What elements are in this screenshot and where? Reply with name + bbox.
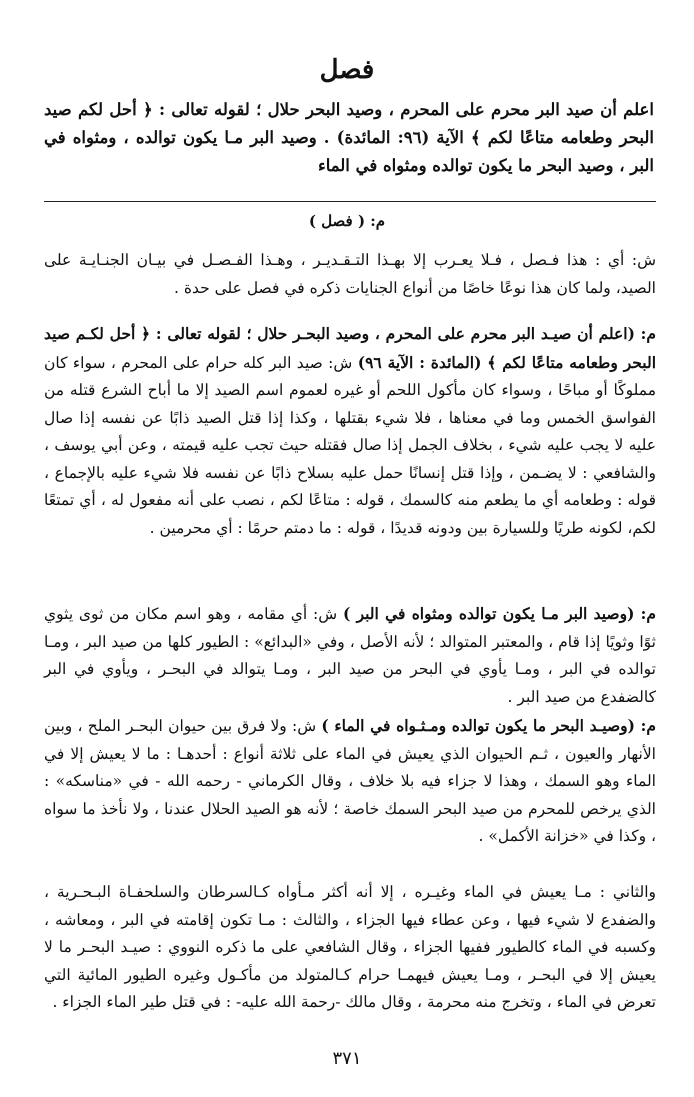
commentary-lead: م: (اعلم أن صيـد البر محرم على المحرم ، وصيد البحـر حلال ؛ لقوله تعالى : ﴿ أحل لكـم صيد البحر وطعامه متاعًا لكم ﴾ (المائدة : الآية ٩٦) <box>44 324 656 372</box>
commentary-text: ش: صيد البر كله حرام على المحرم ، سواء كان مملوكًا أو مباحًا ، وسواء كان مأكول اللحم أو غيره لعموم اسم الصيد إلا ما أباح الشرع قتله من الفواسق الخمس وما في معناها ، فلا شيء بقتلها ، وكذا إذا قتل الصيد ذابًا عن نفسه إذا صال عليه لا يجب عليه شيء ، بخلاف الجمل إذا صال فقتله حيث تجب عليه قيمته ، وعن أبي يوسف ، والشافعي : لا يضـمن ، وإذا قتل إنسانًا حمل عليه بسلاح ذابًا عن نفسه فلا شيء عليه بالإجماع ، قوله : وطعامه أي ما يطعم منه كالسمك ، قوله : متاعًا لكم ، نصب على أنه مفعول له ، أي تمتعًا لكم، لكونه طريًا وللسيارة بين ودونه قديدًا ، قوله : ما دمتم حرمًا : أي محرمين . <box>44 353 656 537</box>
commentary-lead: م: (وصيـد البحر ما يكون توالده ومـثـواه في الماء ) <box>321 716 656 735</box>
commentary-heading: م: ( فصل ) <box>308 212 386 230</box>
matn-divider <box>44 201 656 202</box>
commentary-text: ش: أي مقامه ، وهو اسم مكان من ثوى يثوي ثوًا وثويًا إذا قام ، والمعتبر المتوالد ؛ لأنه الأصل ، وفي «البدائع» : الطيور كلها من صيد البر ، ومـا توالده في البر ، ومـا يأوي في البحر من صيد البر ، ومـا يتوالد في البحـر ، ويأوي في البر كالضفدع من صيد البر . <box>44 605 656 706</box>
commentary-text: ش: ولا فرق بين حيوان البحـر الملح ، وبين الأنهار والعيون ، ثـم الحيوان الذي يعيش في الماء على ثلاثة أنواع : أحدهـا : ما لا يعيش إلا في الماء وهو السمك ، وهذا لا جزاء فيه بلا خلاف ، وقال الكرماني - رحمه الله - في «مناسكه» : الذي يرخص للمحرم من صيد البحر السمك خاصة ؛ لأنه هو الصيد الحلال عندنا ، ولا نأخذ ما سواه ، وكذا في «خزانة الأكمل» . <box>44 717 656 845</box>
commentary-paragraph <box>44 878 656 1017</box>
chapter-title: فصل <box>319 55 375 85</box>
matn-text: اعلم أن صيد البر محرم على المحرم ، وصيد البحر حلال ؛ لقوله تعالى : ﴿ أحل لكم صيد البحر وطعامه متاعًا لكم ﴾ الآية (٩٦: المائدة) . وصيد البر مـا يكون توالده ، ومثواه في البر ، وصيد البحر ما يكون توالده ومثواه في الماء <box>44 100 654 175</box>
commentary-text: ش: أي : هذا فـصل ، فـلا يعـرب إلا بهـذا التـقـديـر ، وهـذا الفـصـل في بيـان الجنـايـة على الصيد، ولما كان هذا نوعًا خاصًا من أنواع الجنايات ذكره في فصل على حدة . <box>44 251 656 297</box>
commentary-paragraph <box>44 712 656 851</box>
page-number: ٣٧١ <box>332 1048 362 1069</box>
commentary-paragraph <box>44 246 656 302</box>
commentary-lead: م: (وصيد البر مـا يكون توالده ومثواه في البر ) <box>342 604 656 623</box>
commentary-paragraph <box>44 320 656 542</box>
commentary-paragraph <box>44 600 656 711</box>
commentary-text: والثاني : مـا يعيش في الماء وغيـره ، إلا أنه أكثر مـأواه كـالسرطان والسلحفـاة البـحـرية ، والضفدع لا شيء فيها ، وعن عطاء فيها الجزاء ، والثالث : مـا تكون إقامته في البر ، ومعاشه ، وكسبه في الماء كالطيور ففيها الجزاء ، وقال الشافعي على ما ذكره النووي : صيـد البحـر ما لا يعيش إلا في البحـر ، ومـا يعيش فيهمـا حرام كـالمتولد من مأكـول وغيره الطيور المائية التي تعرض في الماء ، وتخرج منه محرمة ، وقال مالك -رحمة الله عليه- : في قتل طير الماء الجزاء . <box>44 883 656 1011</box>
